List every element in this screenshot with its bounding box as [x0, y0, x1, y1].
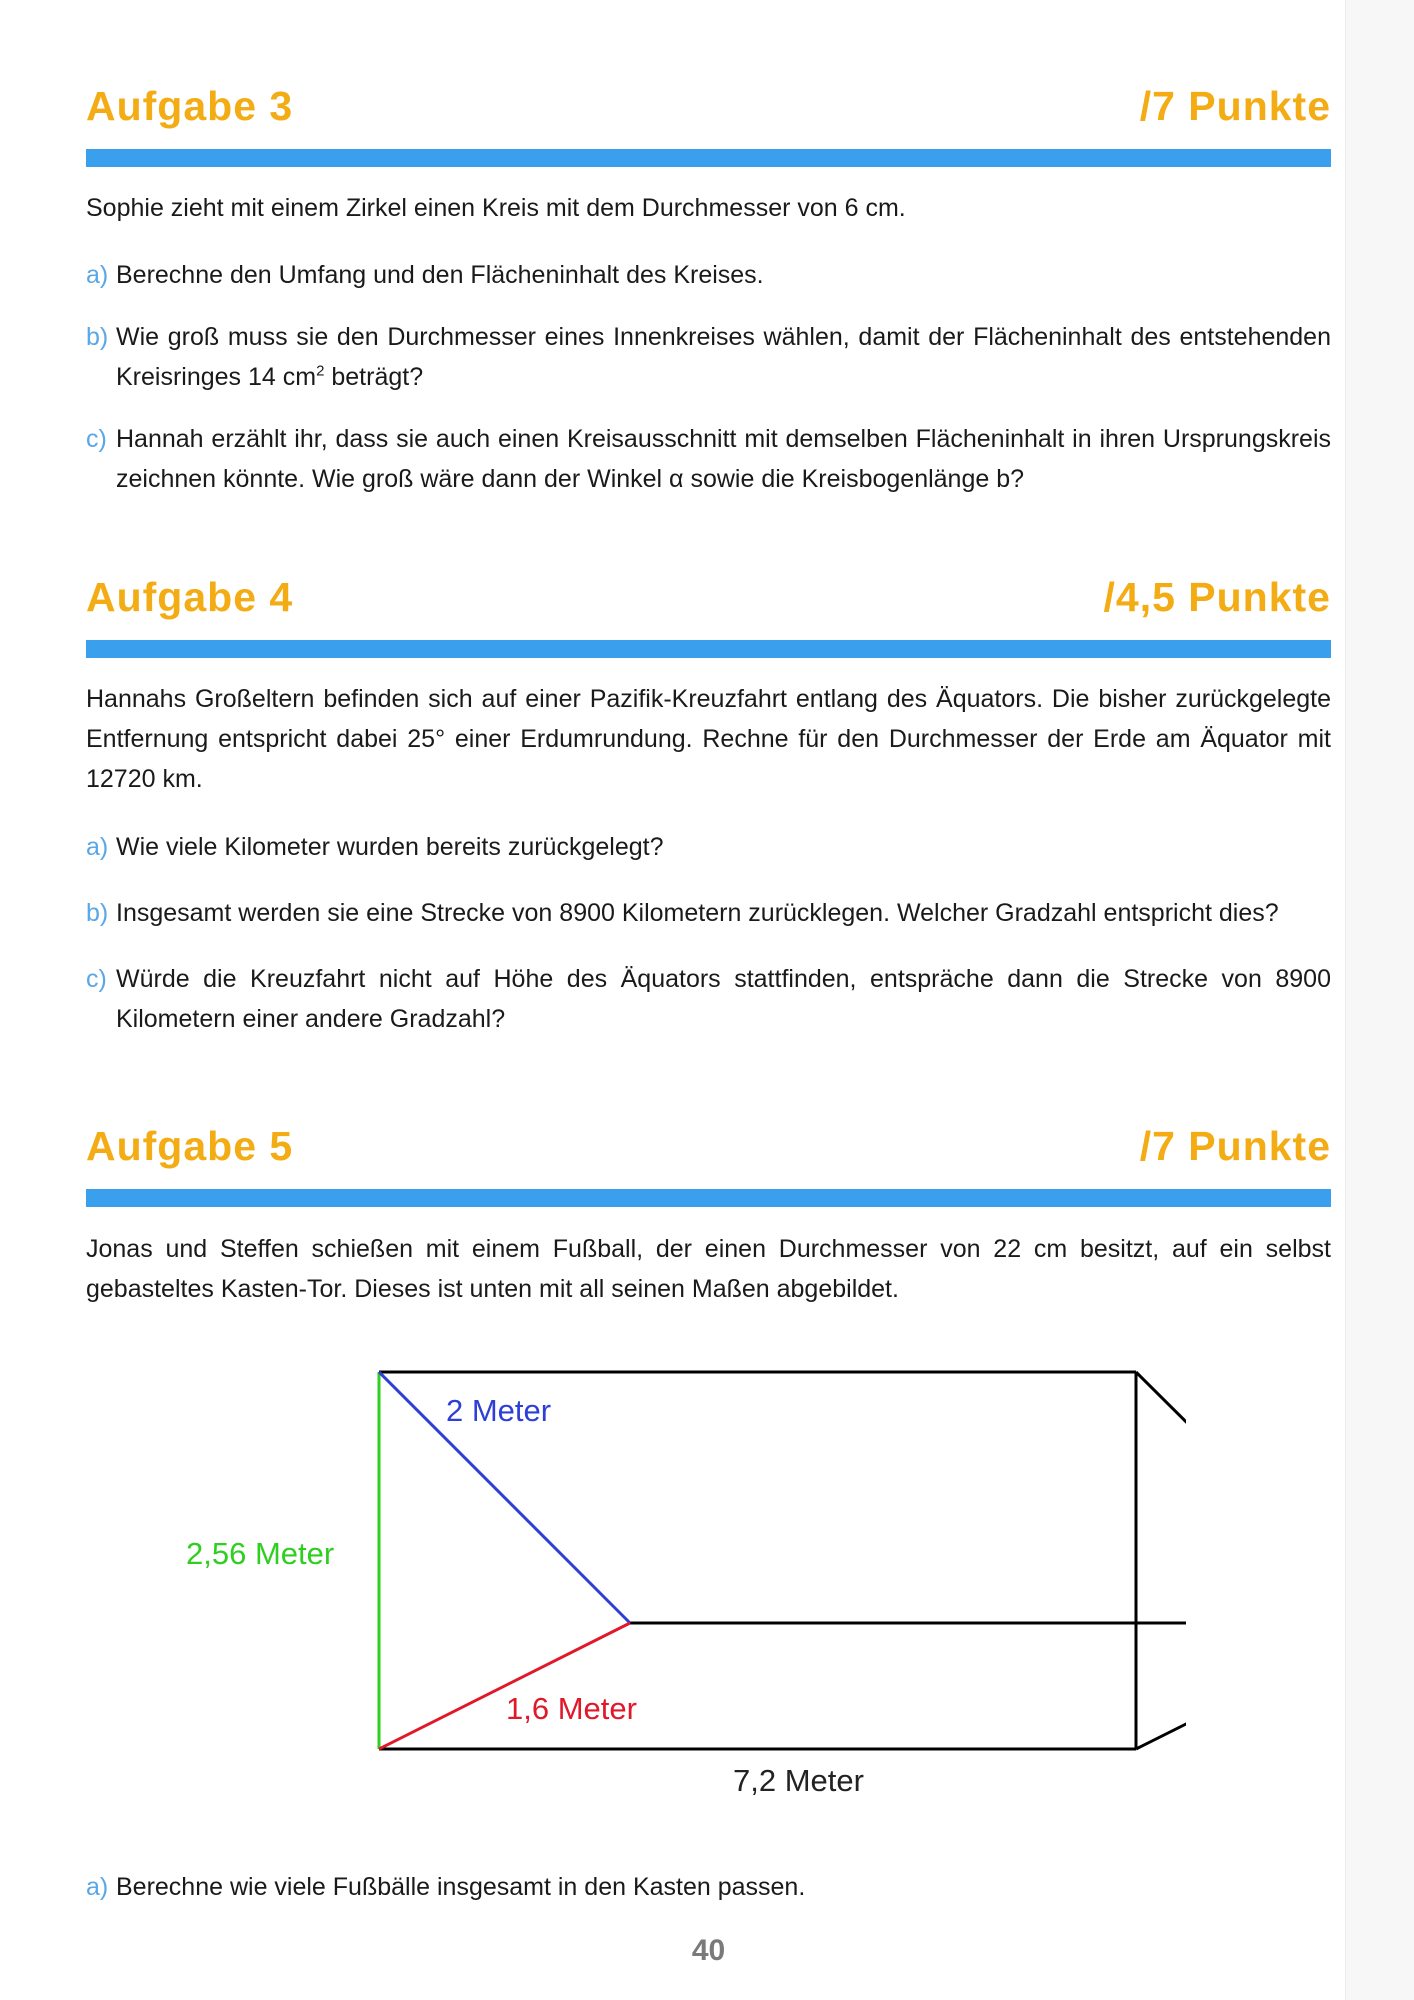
task-3-title: Aufgabe 3	[86, 83, 294, 129]
task-4-intro: Hannahs Großeltern befinden sich auf einer Pazifik-Kreuzfahrt entlang des Äquators. Die bisher zurückgelegte Entfernung entspricht dabei 25° einer Erdumrundung. Rechne für den Durchmesser der Erde am Äquator mit 12720 km.	[86, 685, 1331, 793]
task-3-header	[86, 83, 1331, 143]
length-label: 7,2 Meter	[733, 1763, 864, 1798]
task-3-item-b	[86, 317, 1331, 397]
item-label: b)	[86, 899, 109, 927]
item-text: Berechne wie viele Fußbälle insgesamt in den Kasten passen.	[116, 1873, 806, 1901]
task-5-item-a	[86, 1867, 1331, 1907]
depth-label: 1,6 Meter	[506, 1691, 637, 1726]
task-3-divider	[86, 149, 1331, 167]
page-number: 40	[691, 1934, 726, 1967]
task-4-item-b	[86, 893, 1331, 933]
diagonal-label: 2 Meter	[446, 1393, 552, 1428]
task-4-item-c	[86, 959, 1331, 1039]
task-4-points: /4,5 Punkte	[1103, 574, 1331, 620]
task-4-divider	[86, 640, 1331, 658]
task-3-points: /7 Punkte	[1139, 83, 1331, 129]
task-3-item-a	[86, 255, 1331, 295]
item-text: Hannah erzählt ihr, dass sie auch einen Kreisausschnitt mit demselben Flächeninhalt in ihren Ursprungskreis zeichnen könnte. Wie groß wäre dann der Winkel α sowie die Kreisbogenlänge b?	[116, 425, 1331, 493]
page-edge	[1345, 0, 1414, 2000]
goal-box-diagram	[186, 1350, 1186, 1830]
height-label: 2,56 Meter	[186, 1536, 335, 1571]
box-front-upper-edge	[1136, 1372, 1186, 1623]
task-4-header	[86, 574, 1331, 634]
task-5-intro: Jonas und Steffen schießen mit einem Fußball, der einen Durchmesser von 22 cm besitzt, auf ein selbst gebasteltes Kasten-Tor. Dieses ist unten mit all seinen Maßen abgebildet.	[86, 1235, 1331, 1303]
task-4-title: Aufgabe 4	[86, 574, 294, 620]
task-5-divider	[86, 1189, 1331, 1207]
item-label: c)	[86, 425, 107, 453]
item-label: a)	[86, 1873, 109, 1901]
task-5-header	[86, 1123, 1331, 1183]
item-text: Würde die Kreuzfahrt nicht auf Höhe des Äquators stattfinden, entspräche dann die Strecke von 8900 Kilometern einer andere Gradzahl?	[116, 965, 1331, 1033]
task-3-item-c	[86, 419, 1331, 499]
task-5-points: /7 Punkte	[1139, 1123, 1331, 1169]
item-text: Insgesamt werden sie eine Strecke von 8900 Kilometern zurücklegen. Welcher Gradzahl entspricht dies?	[116, 899, 1279, 927]
item-label: b)	[86, 323, 109, 351]
item-label: a)	[86, 833, 109, 861]
task-5-title: Aufgabe 5	[86, 1123, 294, 1169]
item-text: Berechne den Umfang und den Flächeninhalt des Kreises.	[116, 261, 764, 289]
item-text-part: beträgt?	[324, 363, 424, 391]
task-4-item-a	[86, 827, 1331, 867]
box-front-lower-edge	[1136, 1623, 1186, 1749]
depth-edge	[379, 1623, 630, 1749]
item-text	[116, 317, 1331, 397]
task-3-intro: Sophie zieht mit einem Zirkel einen Kreis mit dem Durchmesser von 6 cm.	[86, 194, 906, 222]
item-text-part: Wie groß muss sie den Durchmesser eines Innenkreises wählen, damit der Flächeninhalt des entstehenden Kreisringes 14 cm	[116, 323, 1331, 391]
item-label: a)	[86, 261, 109, 289]
superscript: 2	[316, 362, 325, 380]
item-text: Wie viele Kilometer wurden bereits zurückgelegt?	[116, 833, 664, 861]
item-label: c)	[86, 965, 107, 993]
